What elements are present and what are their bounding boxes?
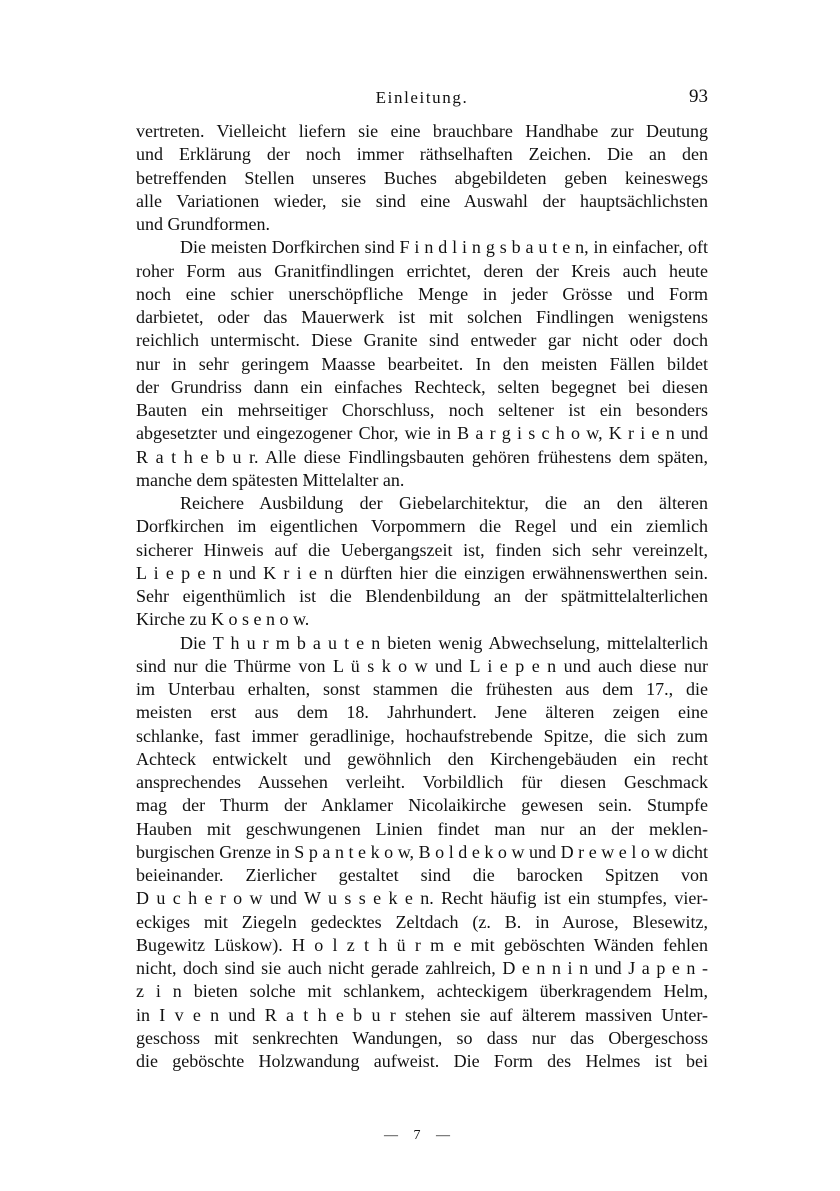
text-line: reichlich untermischt. Diese Granite sind entweder gar nicht oder doch [136, 330, 708, 351]
text-line: Sehr eigenthümlich ist die Blendenbildung an der spätmittelalterlichen [136, 586, 708, 606]
text-line: und Grundformen. [136, 214, 270, 234]
text-line: in I v e n und R a t h e b u r stehen sie auf älterem massiven Unter- [136, 1004, 708, 1025]
text-line: eckiges mit Ziegeln gedecktes Zeltdach (z. B. in Aurose, Blesewitz, [136, 911, 708, 932]
text-line: noch eine schier unerschöpfliche Menge in jeder Grösse und Form [136, 283, 708, 304]
text-line: burgischen Grenze in S p a n t e k o w, B o l d e k o w und D r e w e l o w dicht [136, 841, 708, 862]
text-line: sicherer Hinweis auf die Uebergangszeit ist, finden sich sehr vereinzelt, [136, 539, 708, 560]
running-title: Einleitung. [375, 88, 469, 107]
text-line: Die T h u r m b a u t e n bieten wenig Abwechselung, mittelalterlich [180, 632, 708, 653]
text-line: betreffenden Stellen unseres Buches abgebildeten geben keineswegs [136, 167, 708, 188]
text-line: vertreten. Vielleicht liefern sie eine brauchbare Handhabe zur Deutung [136, 121, 708, 141]
text-line: Die meisten Dorfkirchen sind F i n d l i n g s b a u t e n, in einfacher, oft [180, 237, 708, 258]
text-line: im Unterbau erhalten, sonst stammen die frühesten aus dem 17., die [136, 679, 708, 699]
text-line: Dorfkirchen im eigentlichen Vorpommern die Regel und ein ziemlich [136, 516, 708, 537]
text-line: beieinander. Zierlicher gestaltet sind die barocken Spitzen von [136, 865, 708, 885]
text-line: Reichere Ausbildung der Giebelarchitektur, die an den älteren [180, 493, 708, 513]
text-line: abgesetzter und eingezogener Chor, wie in B a r g i s c h o w, K r i e n und [136, 423, 708, 444]
text-line: der Grundriss dann ein einfaches Rechteck, selten begegnet bei diesen [136, 376, 708, 397]
text-line: die geböschte Holzwandung aufweist. Die Form des Helmes ist bei [136, 1051, 708, 1071]
text-line: sind nur die Thürme von L ü s k o w und L i e p e n und auch diese nur [136, 655, 708, 676]
text-line: darbietet, oder das Mauerwerk ist mit solchen Findlingen wenigstens [136, 307, 708, 327]
text-line: schlanke, fast immer geradlinige, hochaufstrebende Spitze, die sich zum [136, 725, 708, 746]
text-line: und Erklärung der noch immer räthselhaften Zeichen. Die an den [136, 144, 708, 165]
text-line: L i e p e n und K r i e n dürften hier die einzigen erwähnenswerthen sein. [136, 562, 708, 583]
text-line: mag der Thurm der Anklamer Nicolaikirche gewesen sein. Stumpfe [136, 795, 708, 816]
text-line: ansprechendes Aussehen verleiht. Vorbildlich für diesen Geschmack [136, 772, 708, 792]
text-line: Hauben mit geschwungenen Linien findet man nur an der meklen- [136, 818, 708, 839]
text-line: alle Variationen wieder, sie sind eine Auswahl der hauptsächlichsten [136, 190, 708, 211]
text-line: Bauten ein mehrseitiger Chorschluss, noch seltener ist ein besonders [136, 400, 708, 420]
text-line: meisten erst aus dem 18. Jahrhundert. Jene älteren zeigen eine [136, 702, 708, 723]
text-line: nicht, doch sind sie auch nicht gerade zahlreich, D e n n i n und J a p e n - [136, 958, 708, 978]
text-line: manche dem spätesten Mittelalter an. [136, 469, 405, 490]
text-line: nur in sehr geringem Maasse bearbeitet. In den meisten Fällen bildet [136, 353, 708, 374]
text-line: R a t h e b u r. Alle diese Findlingsbauten gehören frühestens dem späten, [136, 446, 708, 467]
text-line: Achteck entwickelt und gewöhnlich den Kirchengebäuden ein recht [136, 748, 708, 769]
text-line: roher Form aus Granitfindlingen errichtet, deren der Kreis auch heute [136, 260, 708, 281]
body-text [136, 120, 708, 1073]
page-number: 93 [689, 86, 708, 107]
text-line: Kirche zu K o s e n o w. [136, 609, 310, 630]
text-line: D u c h e r o w und W u s s e k e n. Recht häufig ist ein stumpfes, vier- [136, 888, 708, 909]
text-line: Bugewitz Lüskow). H o l z t h ü r m e mit geböschten Wänden fehlen [136, 934, 708, 955]
signature-mark: — 7 — [384, 1128, 456, 1143]
page-header [136, 88, 708, 112]
text-line: z i n bieten solche mit schlankem, achteckigem überkragendem Helm, [136, 981, 708, 1002]
text-line: geschoss mit senkrechten Wandungen, so dass nur das Obergeschoss [136, 1027, 708, 1048]
